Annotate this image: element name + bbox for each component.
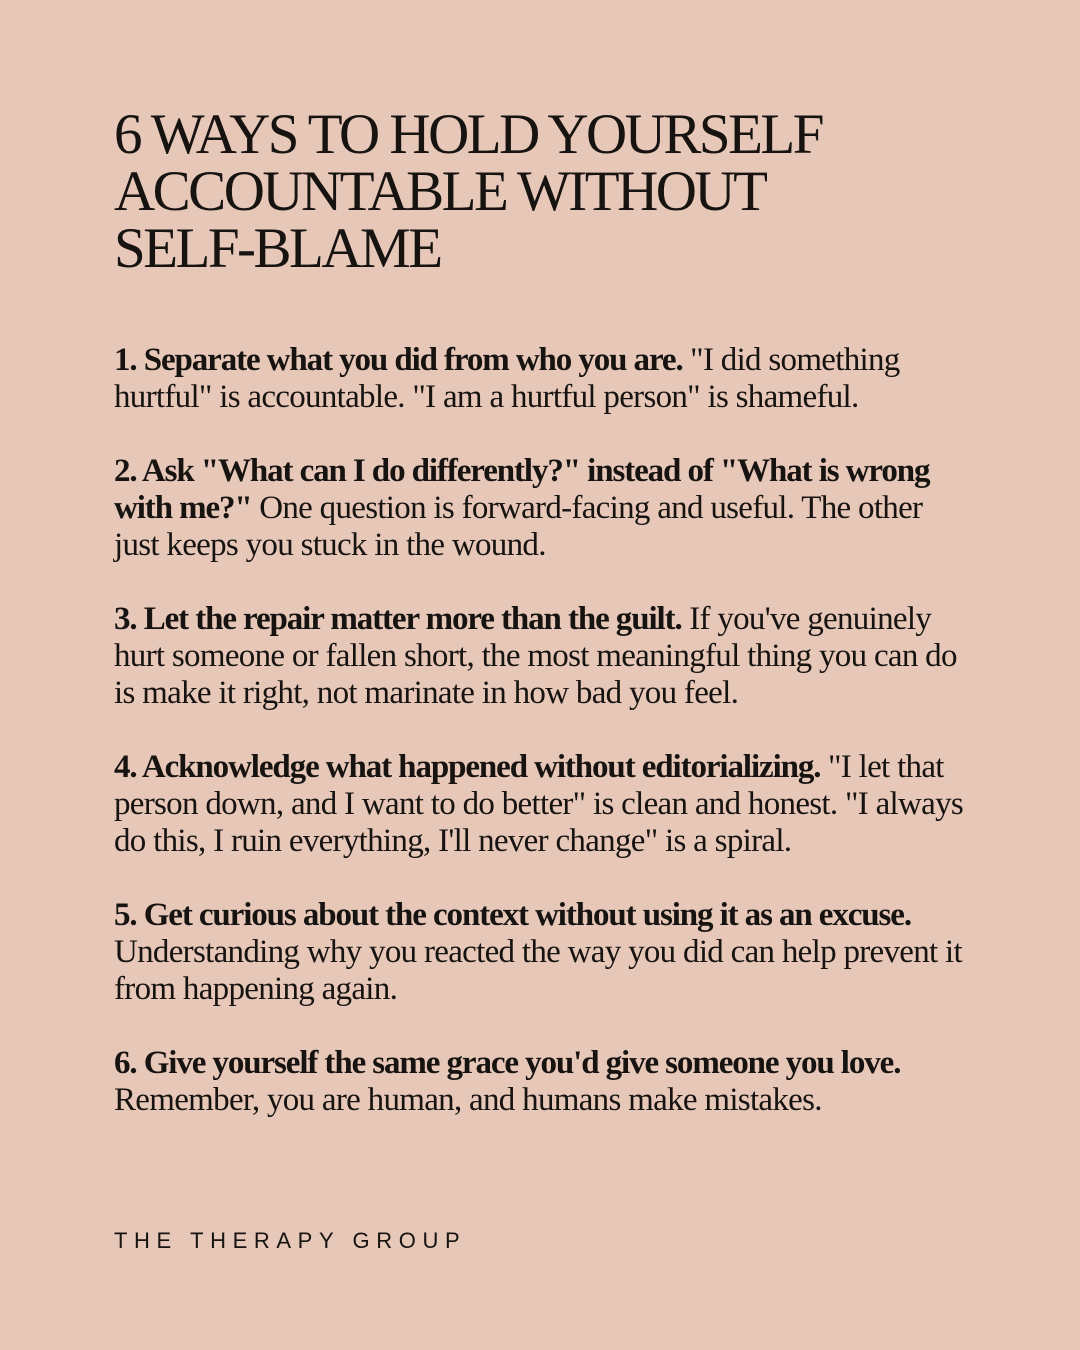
- post-content: [114, 103, 974, 1156]
- tip-6-heading: 6. Give yourself the same grace you'd give someone you love.: [114, 1045, 901, 1081]
- tip-4-body: "I let that person down, and I want to do better" is clean and honest. "I always do this, I ruin everything, I'll never change" is a spiral.: [114, 749, 964, 859]
- tip-4-heading: 4. Acknowledge what happened without editorializing.: [114, 749, 821, 785]
- tip-4: [114, 749, 974, 860]
- title-line-1: 6 WAYS TO HOLD YOURSELF: [114, 103, 822, 166]
- tip-1-body: "I did something hurtful" is accountable. "I am a hurtful person" is shameful.: [114, 342, 900, 415]
- tip-1-heading: 1. Separate what you did from who you are.: [114, 342, 683, 378]
- tip-2-body: One question is forward-facing and useful. The other just keeps you stuck in the wound.: [114, 490, 923, 563]
- title-line-2: ACCOUNTABLE WITHOUT: [114, 160, 766, 223]
- tip-6-body: Remember, you are human, and humans make mistakes.: [114, 1082, 822, 1118]
- title-line-3: SELF-BLAME: [114, 217, 441, 280]
- brand-name: THE THERAPY GROUP: [114, 1228, 467, 1253]
- tip-3-heading: 3. Let the repair matter more than the guilt.: [114, 601, 682, 637]
- tip-5-body: Understanding why you reacted the way you did can help prevent it from happening again.: [114, 934, 962, 1007]
- tip-2-heading: 2. Ask "What can I do differently?" instead of "What is wrong with me?": [114, 453, 930, 526]
- tip-1: [114, 342, 974, 416]
- tip-3: [114, 601, 974, 712]
- page-title: [114, 103, 974, 280]
- tip-3-body: If you've genuinely hurt someone or fallen short, the most meaningful thing you can do is make it right, not marinate in how bad you feel.: [114, 601, 957, 711]
- tip-6: [114, 1045, 974, 1119]
- tip-5-heading: 5. Get curious about the context without using it as an excuse.: [114, 897, 911, 933]
- tips-list: [114, 342, 974, 1119]
- tip-2: [114, 453, 974, 564]
- tip-5: [114, 897, 974, 1008]
